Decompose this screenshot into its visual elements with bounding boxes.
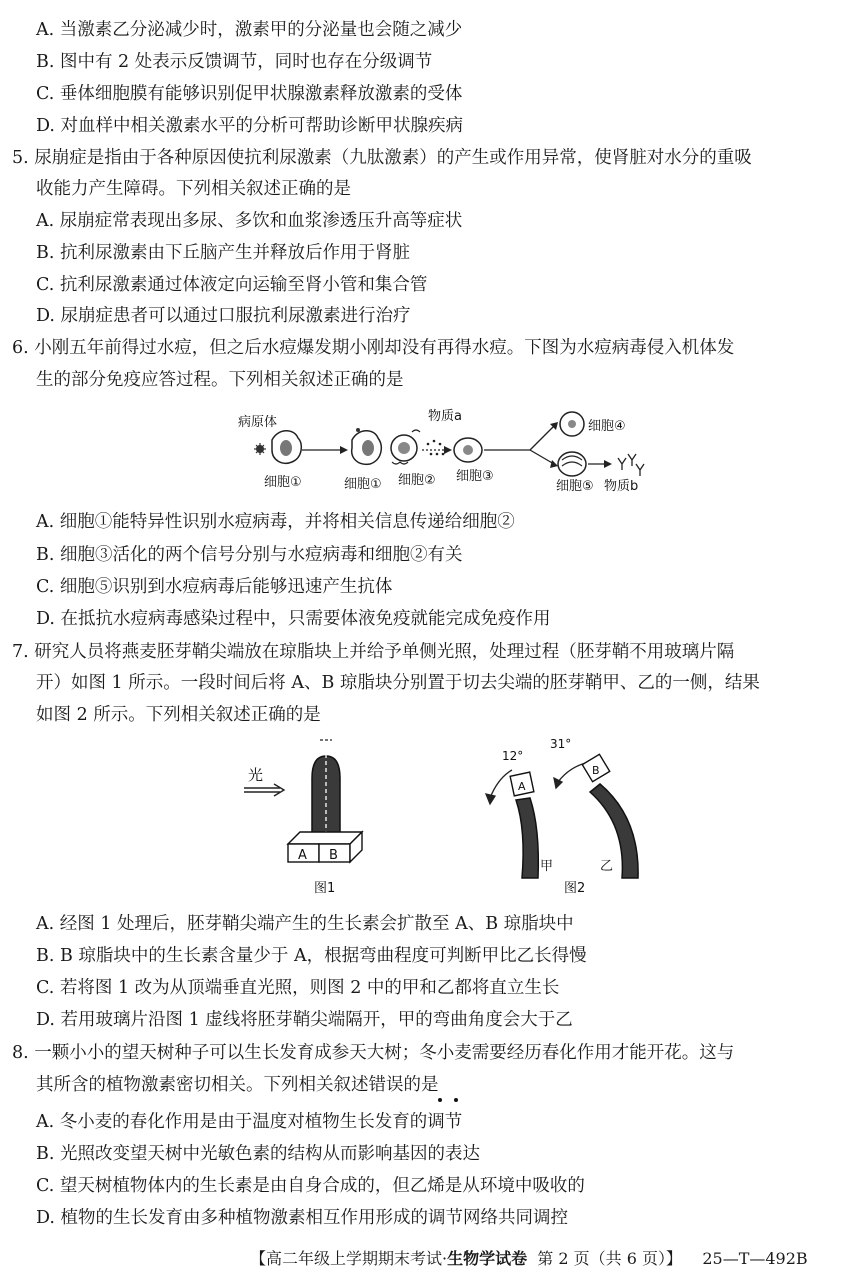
q5-option-a: A. 尿崩症常表现出多尿、多饮和血浆渗透压升高等症状 — [36, 211, 463, 231]
footer-code: 25—T—492B — [702, 1249, 808, 1268]
q6-stem-line2: 生的部分免疫应答过程。下列相关叙述正确的是 — [36, 370, 404, 390]
cell1-label-b: 细胞① — [344, 477, 382, 492]
q7-option-d: D. 若用玻璃片沿图 1 虚线将胚芽鞘尖端隔开，甲的弯曲角度会大于乙 — [36, 1010, 573, 1030]
coleoptile-jia-icon — [516, 798, 538, 878]
footer-exam-title: 【高二年级上学期期末考试· — [250, 1249, 448, 1268]
q8-stem-pre: 其所含的植物激素密切相关。下列相关叙述 — [36, 1075, 369, 1095]
q5-stem-line2: 收能力产生障碍。下列相关叙述正确的是 — [36, 179, 351, 199]
footer-subject: 生物学试卷 — [447, 1249, 528, 1268]
q4-option-d: D. 对血样中相关激素水平的分析可帮助诊断甲状腺疾病 — [36, 116, 464, 136]
q8-stem-post: 的是 — [403, 1075, 439, 1095]
coleoptile-tip-icon — [312, 740, 340, 844]
cell3-icon — [454, 438, 482, 462]
q6-option-b: B. 细胞③活化的两个信号分别与水痘病毒和细胞②有关 — [36, 545, 463, 565]
q6-option-a: A. 细胞①能特异性识别水痘病毒，并将相关信息传递给细胞② — [36, 512, 515, 532]
substance-b-label: 物质b — [604, 479, 639, 494]
q7-option-a: A. 经图 1 处理后，胚芽鞘尖端产生的生长素会扩散至 A、B 琼脂块中 — [36, 914, 574, 934]
q8-option-c: C. 望天树植物体内的生长素是由自身合成的，但乙烯是从环境中吸收的 — [36, 1176, 585, 1196]
q5-option-c: C. 抗利尿激素通过体液定向运输至肾小管和集合管 — [36, 275, 428, 295]
fig2-block-b-label: B — [592, 764, 600, 777]
q7-option-b: B. B 琼脂块中的生长素含量少于 A，根据弯曲程度可判断甲比乙长得慢 — [36, 946, 587, 966]
q4-option-c: C. 垂体细胞膜有能够识别促甲状腺激素释放激素的受体 — [36, 84, 463, 104]
q6-option-d: D. 在抵抗水痘病毒感染过程中，只需要体液免疫就能完成免疫作用 — [36, 609, 551, 629]
bend-arrow-a — [486, 770, 512, 804]
q8-option-b: B. 光照改变望天树中光敏色素的结构从而影响基因的表达 — [36, 1144, 480, 1164]
block-a-label: A — [298, 848, 307, 863]
q6-stem-line1: 6. 小刚五年前得过水痘，但之后水痘爆发期小刚却没有再得水痘。下图为水痘病毒侵入机体发 — [12, 338, 735, 358]
substance-a-label: 物质a — [428, 409, 462, 424]
q6-immune-response-figure — [232, 404, 652, 496]
cell1-presenting-icon — [352, 428, 382, 464]
cell2-icon — [391, 430, 420, 464]
page-footer — [250, 1246, 808, 1269]
q5-option-b: B. 抗利尿激素由下丘脑产生并释放后作用于肾脏 — [36, 243, 410, 263]
footer-page-number: 第 2 页（共 6 页）】 — [537, 1249, 682, 1268]
figure2-caption: 图2 — [564, 881, 586, 896]
q8-stem-line2 — [36, 1073, 439, 1097]
emphasis-dots — [436, 1096, 476, 1104]
cell3-label: 细胞③ — [456, 469, 494, 484]
cell4-label: 细胞④ — [588, 419, 626, 434]
q7-stem-line1: 7. 研究人员将燕麦胚芽鞘尖端放在琼脂块上并给予单侧光照，处理过程（胚芽鞘不用玻璃片隔 — [12, 642, 735, 662]
q8-option-d: D. 植物的生长发育由多种植物激素相互作用形成的调节网络共同调控 — [36, 1208, 569, 1228]
q8-stem-line1: 8. 一颗小小的望天树种子可以生长发育成参天大树；冬小麦需要经历春化作用才能开花。这与 — [12, 1043, 735, 1063]
q7-coleoptile-figure — [240, 738, 650, 898]
block-b-label: B — [329, 848, 338, 863]
cell1-icon — [272, 431, 301, 464]
q7-stem-line2: 开）如图 1 所示。一段时间后将 A、B 琼脂块分别置于切去尖端的胚芽鞘甲、乙的一侧，结果 — [36, 673, 760, 693]
q5-option-d: D. 尿崩症患者可以通过口服抗利尿激素进行治疗 — [36, 306, 411, 326]
cell2-label: 细胞② — [398, 473, 436, 488]
q7-option-c: C. 若将图 1 改为从顶端垂直光照，则图 2 中的甲和乙都将直立生长 — [36, 978, 560, 998]
q8-option-a: A. 冬小麦的春化作用是由于温度对植物生长发育的调节 — [36, 1112, 463, 1132]
q4-option-a: A. 当激素乙分泌减少时，激素甲的分泌量也会随之减少 — [36, 20, 463, 40]
cell4-icon — [560, 412, 584, 436]
angle-b-label: 31° — [550, 738, 572, 751]
cell1-label-a: 细胞① — [264, 475, 302, 490]
pathogen-label: 病原体 — [238, 415, 278, 430]
figure1-caption: 图1 — [314, 881, 336, 896]
jia-label: 甲 — [540, 859, 554, 874]
q8-emphasis-word: 错误 — [368, 1075, 404, 1095]
light-label: 光 — [248, 766, 264, 784]
cell5-label: 细胞⑤ — [556, 479, 594, 494]
q6-option-c: C. 细胞⑤识别到水痘病毒后能够迅速产生抗体 — [36, 577, 393, 597]
coleoptile-yi-icon — [590, 784, 638, 878]
antibody-icons — [618, 454, 644, 476]
substance-a-dots — [427, 440, 445, 456]
virus-icon — [254, 443, 266, 455]
yi-label: 乙 — [600, 859, 614, 874]
light-arrow — [244, 784, 284, 796]
q7-stem-line3: 如图 2 所示。下列相关叙述正确的是 — [36, 705, 321, 725]
cell5-icon — [558, 452, 586, 476]
fig2-block-a-label: A — [518, 780, 526, 793]
angle-a-label: 12° — [502, 749, 524, 763]
q5-stem-line1: 5. 尿崩症是指由于各种原因使抗利尿激素（九肽激素）的产生或作用异常，使肾脏对水分的重吸 — [12, 148, 752, 168]
q4-option-b: B. 图中有 2 处表示反馈调节，同时也存在分级调节 — [36, 52, 433, 72]
